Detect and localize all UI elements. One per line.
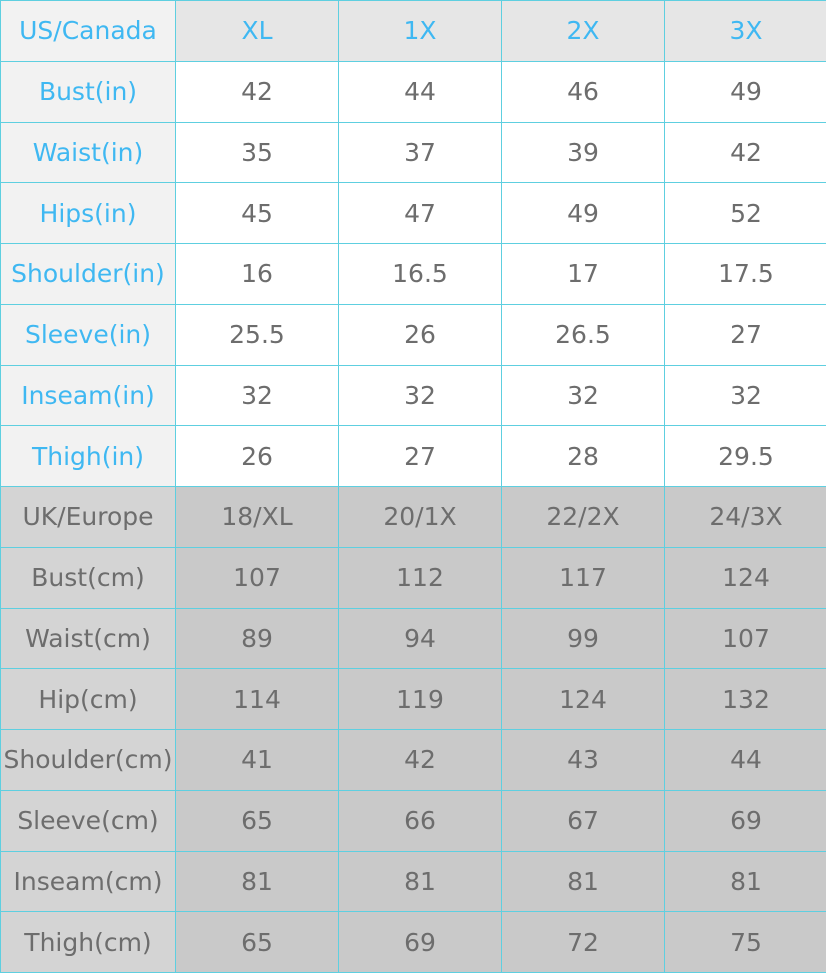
table-row-header-metric bbox=[1, 487, 826, 548]
table-row bbox=[1, 912, 826, 973]
row-label-waist-cm: Waist(cm) bbox=[1, 608, 176, 669]
header-size-xl: XL bbox=[176, 1, 339, 62]
cell-shoulder-in-2x: 17 bbox=[502, 244, 665, 305]
cell-thigh-in-1x: 27 bbox=[339, 426, 502, 487]
cell-sleeve-cm-18xl: 65 bbox=[176, 790, 339, 851]
cell-bust-in-2x: 46 bbox=[502, 61, 665, 122]
cell-bust-in-1x: 44 bbox=[339, 61, 502, 122]
cell-bust-cm-18xl: 107 bbox=[176, 547, 339, 608]
header-size-3x: 3X bbox=[665, 1, 826, 62]
cell-inseam-cm-18xl: 81 bbox=[176, 851, 339, 912]
header-size-1x: 1X bbox=[339, 1, 502, 62]
table-row bbox=[1, 183, 826, 244]
row-label-inseam-in: Inseam(in) bbox=[1, 365, 176, 426]
cell-hip-cm-222x: 124 bbox=[502, 669, 665, 730]
row-label-thigh-cm: Thigh(cm) bbox=[1, 912, 176, 973]
header-size-18xl: 18/XL bbox=[176, 487, 339, 548]
cell-inseam-in-2x: 32 bbox=[502, 365, 665, 426]
row-label-hips-in: Hips(in) bbox=[1, 183, 176, 244]
cell-thigh-cm-222x: 72 bbox=[502, 912, 665, 973]
cell-hips-in-3x: 52 bbox=[665, 183, 826, 244]
cell-waist-cm-18xl: 89 bbox=[176, 608, 339, 669]
cell-thigh-in-2x: 28 bbox=[502, 426, 665, 487]
header-label-us-canada: US/Canada bbox=[1, 1, 176, 62]
cell-sleeve-cm-243x: 69 bbox=[665, 790, 826, 851]
row-label-shoulder-in: Shoulder(in) bbox=[1, 244, 176, 305]
cell-shoulder-cm-243x: 44 bbox=[665, 730, 826, 791]
table-row bbox=[1, 426, 826, 487]
cell-bust-cm-243x: 124 bbox=[665, 547, 826, 608]
cell-hips-in-2x: 49 bbox=[502, 183, 665, 244]
row-label-hip-cm: Hip(cm) bbox=[1, 669, 176, 730]
cell-shoulder-cm-222x: 43 bbox=[502, 730, 665, 791]
header-size-2x: 2X bbox=[502, 1, 665, 62]
cell-hips-in-xl: 45 bbox=[176, 183, 339, 244]
cell-inseam-in-3x: 32 bbox=[665, 365, 826, 426]
cell-inseam-cm-201x: 81 bbox=[339, 851, 502, 912]
cell-inseam-in-xl: 32 bbox=[176, 365, 339, 426]
table-row-header-imperial bbox=[1, 1, 826, 62]
cell-hips-in-1x: 47 bbox=[339, 183, 502, 244]
cell-waist-in-3x: 42 bbox=[665, 122, 826, 183]
cell-bust-cm-222x: 117 bbox=[502, 547, 665, 608]
row-label-sleeve-in: Sleeve(in) bbox=[1, 304, 176, 365]
cell-waist-in-1x: 37 bbox=[339, 122, 502, 183]
cell-inseam-cm-222x: 81 bbox=[502, 851, 665, 912]
cell-thigh-cm-18xl: 65 bbox=[176, 912, 339, 973]
table-row bbox=[1, 547, 826, 608]
cell-sleeve-in-2x: 26.5 bbox=[502, 304, 665, 365]
cell-thigh-cm-201x: 69 bbox=[339, 912, 502, 973]
cell-hip-cm-18xl: 114 bbox=[176, 669, 339, 730]
table-row bbox=[1, 669, 826, 730]
cell-bust-in-3x: 49 bbox=[665, 61, 826, 122]
row-label-sleeve-cm: Sleeve(cm) bbox=[1, 790, 176, 851]
row-label-shoulder-cm: Shoulder(cm) bbox=[1, 730, 176, 791]
table-row bbox=[1, 730, 826, 791]
table-row bbox=[1, 61, 826, 122]
cell-bust-in-xl: 42 bbox=[176, 61, 339, 122]
cell-waist-in-xl: 35 bbox=[176, 122, 339, 183]
cell-shoulder-in-xl: 16 bbox=[176, 244, 339, 305]
cell-waist-cm-243x: 107 bbox=[665, 608, 826, 669]
table-row bbox=[1, 122, 826, 183]
cell-sleeve-in-xl: 25.5 bbox=[176, 304, 339, 365]
header-label-uk-europe: UK/Europe bbox=[1, 487, 176, 548]
header-size-243x: 24/3X bbox=[665, 487, 826, 548]
table-row bbox=[1, 608, 826, 669]
table-row bbox=[1, 851, 826, 912]
cell-waist-in-2x: 39 bbox=[502, 122, 665, 183]
row-label-inseam-cm: Inseam(cm) bbox=[1, 851, 176, 912]
cell-bust-cm-201x: 112 bbox=[339, 547, 502, 608]
cell-waist-cm-201x: 94 bbox=[339, 608, 502, 669]
cell-thigh-in-3x: 29.5 bbox=[665, 426, 826, 487]
row-label-bust-cm: Bust(cm) bbox=[1, 547, 176, 608]
header-size-201x: 20/1X bbox=[339, 487, 502, 548]
cell-inseam-cm-243x: 81 bbox=[665, 851, 826, 912]
cell-sleeve-cm-222x: 67 bbox=[502, 790, 665, 851]
cell-waist-cm-222x: 99 bbox=[502, 608, 665, 669]
cell-shoulder-in-1x: 16.5 bbox=[339, 244, 502, 305]
table-row bbox=[1, 304, 826, 365]
cell-sleeve-cm-201x: 66 bbox=[339, 790, 502, 851]
cell-shoulder-cm-201x: 42 bbox=[339, 730, 502, 791]
cell-shoulder-in-3x: 17.5 bbox=[665, 244, 826, 305]
table-row bbox=[1, 790, 826, 851]
cell-shoulder-cm-18xl: 41 bbox=[176, 730, 339, 791]
table-row bbox=[1, 244, 826, 305]
row-label-thigh-in: Thigh(in) bbox=[1, 426, 176, 487]
cell-hip-cm-243x: 132 bbox=[665, 669, 826, 730]
cell-thigh-cm-243x: 75 bbox=[665, 912, 826, 973]
cell-sleeve-in-3x: 27 bbox=[665, 304, 826, 365]
row-label-bust-in: Bust(in) bbox=[1, 61, 176, 122]
cell-inseam-in-1x: 32 bbox=[339, 365, 502, 426]
header-size-222x: 22/2X bbox=[502, 487, 665, 548]
row-label-waist-in: Waist(in) bbox=[1, 122, 176, 183]
cell-hip-cm-201x: 119 bbox=[339, 669, 502, 730]
cell-sleeve-in-1x: 26 bbox=[339, 304, 502, 365]
table-row bbox=[1, 365, 826, 426]
cell-thigh-in-xl: 26 bbox=[176, 426, 339, 487]
